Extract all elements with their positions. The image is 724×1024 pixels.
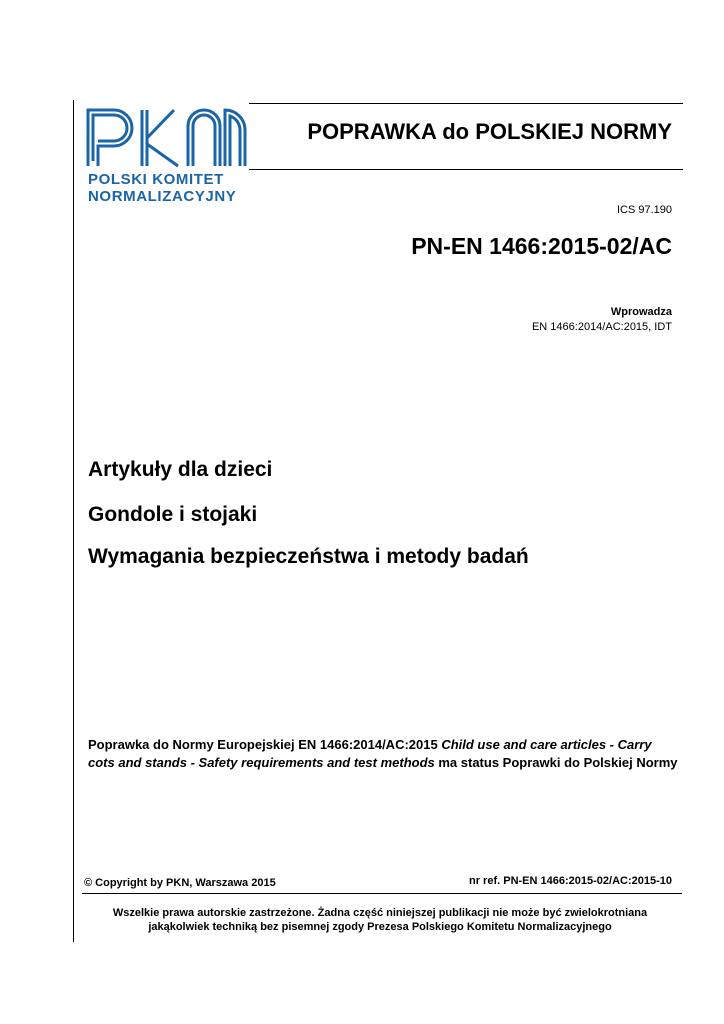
description-part-2: ma status Poprawki do Polskiej Normy	[434, 755, 678, 770]
pkn-logo	[84, 104, 252, 208]
standard-number: PN-EN 1466:2015-02/AC	[411, 233, 672, 259]
pkn-logo-mark	[84, 104, 252, 170]
introduces-label: Wprowadza	[610, 306, 672, 318]
title-line-1: Artykuły dla dzieci	[88, 458, 273, 481]
logo-line-2: NORMALIZACYJNY	[88, 188, 237, 205]
footer-rule	[82, 893, 682, 894]
title-line-2: Gondole i stojaki	[88, 503, 258, 526]
header-rule-top	[249, 103, 683, 104]
header-rule-bottom	[249, 169, 683, 170]
introduces-value: EN 1466:2014/AC:2015, IDT	[531, 321, 672, 333]
rights-line-1: Wszelkie prawa autorskie zastrzeżone. Żadna część niniejszej publikacji nie może być zwielokrotniana	[112, 907, 648, 919]
left-margin-rule	[73, 100, 74, 942]
logo-line-1: POLSKI KOMITET	[88, 171, 224, 188]
ics-code: ICS 97.190	[616, 204, 672, 216]
description-part-1: Poprawka do Normy Europejskiej EN 1466:2014/AC:2015	[88, 737, 442, 752]
correction-description	[88, 736, 678, 772]
copyright-notice: © Copyright by PKN, Warszawa 2015	[84, 877, 276, 889]
rights-notice	[80, 906, 680, 934]
title-line-3: Wymagania bezpieczeństwa i metody badań	[88, 545, 529, 568]
rights-line-2: jakąkolwiek techniką bez pisemnej zgody Prezesa Polskiego Komitetu Normalizacyjnego	[148, 921, 612, 933]
reference-number: nr ref. PN-EN 1466:2015-02/AC:2015-10	[469, 875, 672, 887]
document-type-title: POPRAWKA do POLSKIEJ NORMY	[307, 119, 672, 144]
description-english-title: Child use and care articles - Carry cots and stands - Safety requirements and test methods	[88, 737, 652, 770]
